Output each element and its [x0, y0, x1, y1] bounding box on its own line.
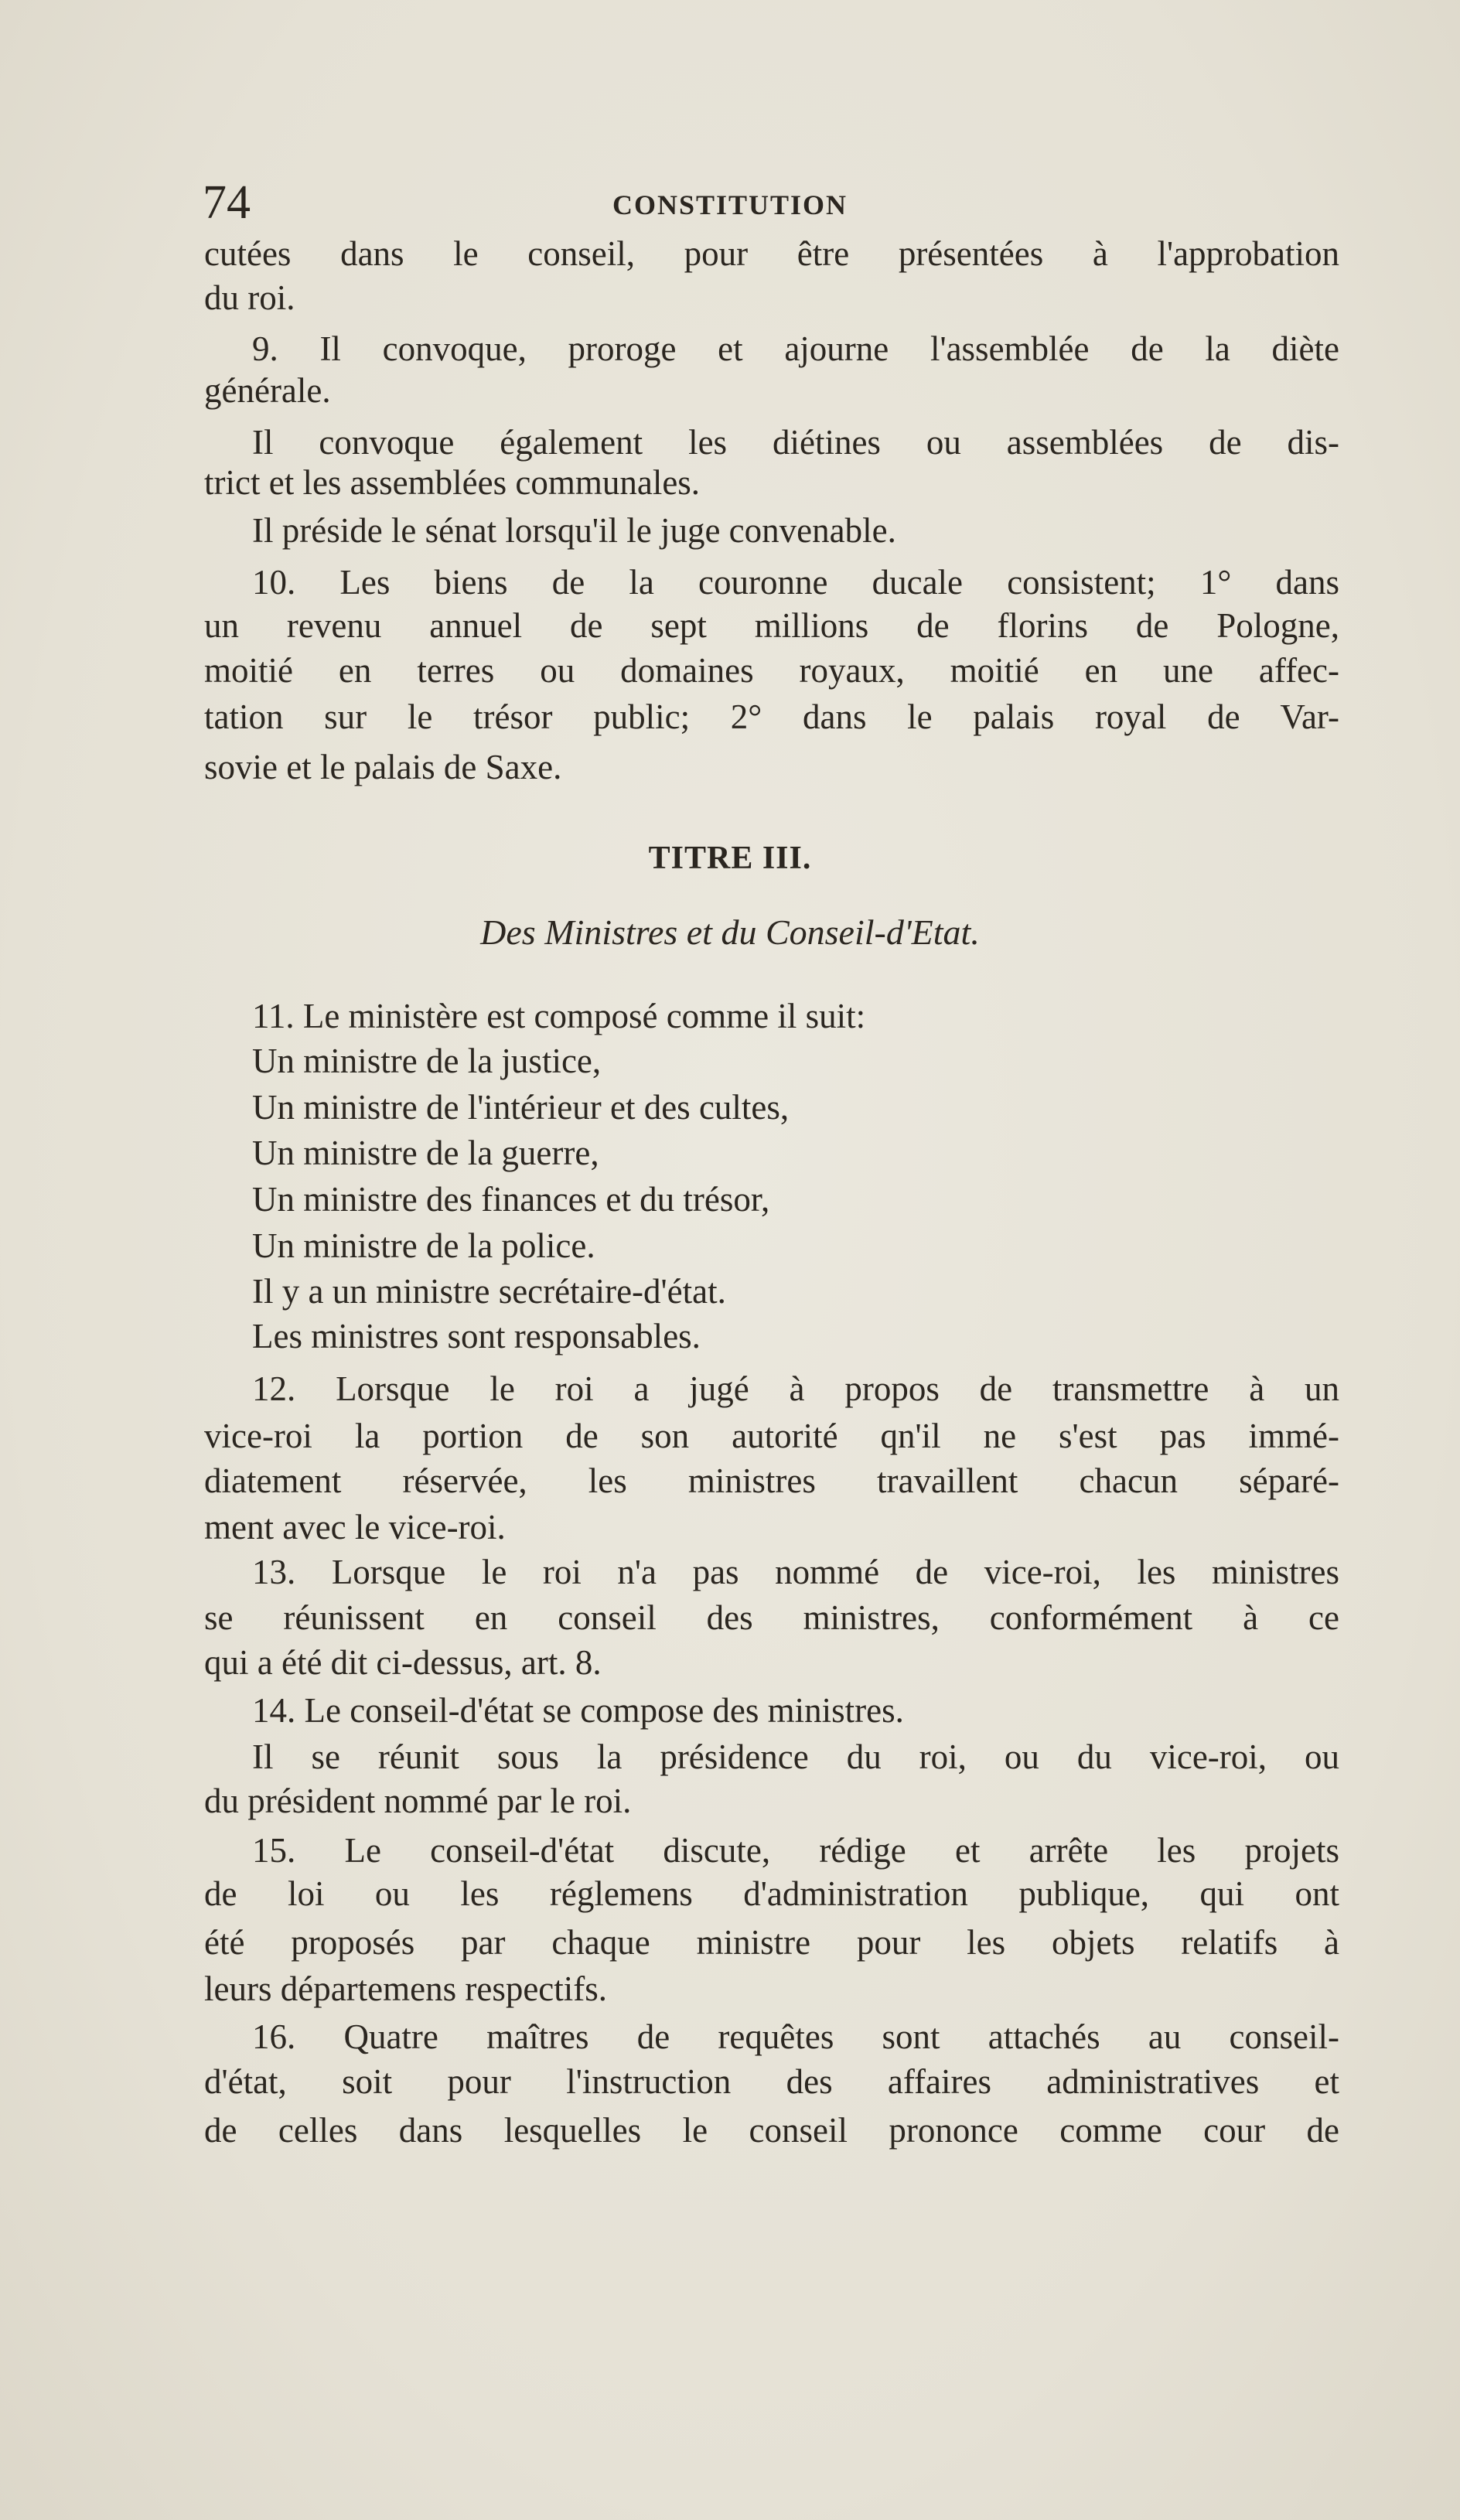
text-line: Il préside le sénat lorsqu'il le juge convenable. [252, 511, 896, 550]
text-line: vice-roi la portion de son autorité qn'il ne s'est pas immé- [204, 1417, 1339, 1455]
text-line: Il se réunit sous la présidence du roi, ou du vice-roi, ou [252, 1737, 1339, 1776]
text-line: de celles dans lesquelles le conseil prononce comme cour de [204, 2111, 1339, 2150]
page-number: 74 [203, 176, 251, 229]
text-line: sovie et le palais de Saxe. [204, 748, 562, 786]
running-title: CONSTITUTION [612, 189, 848, 220]
text-line: Il y a un ministre secrétaire-d'état. [252, 1272, 726, 1311]
text-line: 11. Le ministère est composé comme il suit: [252, 997, 866, 1035]
text-line: Les ministres sont responsables. [252, 1317, 701, 1355]
text-line: générale. [204, 371, 331, 410]
text-line: 16. Quatre maîtres de requêtes sont attachés au conseil- [252, 2017, 1339, 2056]
text-line: leurs départemens respectifs. [204, 1969, 608, 2008]
text-line: Un ministre de l'intérieur et des cultes, [252, 1088, 790, 1127]
text-line: se réunissent en conseil des ministres, conformément à ce [204, 1598, 1339, 1637]
text-line: qui a été dit ci-dessus, art. 8. [204, 1643, 602, 1682]
text-line: diatement réservée, les ministres travaillent chacun séparé- [204, 1461, 1339, 1500]
text-line: du roi. [204, 278, 295, 317]
text-line: Un ministre de la guerre, [252, 1134, 599, 1172]
text-line: 13. Lorsque le roi n'a pas nommé de vice-roi, les ministres [252, 1553, 1339, 1591]
text-line: 12. Lorsque le roi a jugé à propos de transmettre à un [252, 1369, 1339, 1408]
text-line: Un ministre de la justice, [252, 1042, 602, 1080]
text-line: trict et les assemblées communales. [204, 463, 701, 502]
text-line: de loi ou les réglemens d'administration publique, qui ont [204, 1874, 1339, 1913]
text-line: d'état, soit pour l'instruction des affaires administratives et [204, 2062, 1339, 2101]
section-title: TITRE III. [648, 841, 812, 876]
text-line: 10. Les biens de la couronne ducale consistent; 1° dans [252, 563, 1339, 602]
text-line: ment avec le vice-roi. [204, 1508, 506, 1546]
text-line: 9. Il convoque, proroge et ajourne l'assemblée de la diète [252, 329, 1339, 368]
text-line: du président nommé par le roi. [204, 1782, 632, 1820]
text-line: Il convoque également les diétines ou assemblées de dis- [252, 423, 1339, 462]
text-line: été proposés par chaque ministre pour les objets relatifs à [204, 1923, 1339, 1962]
text-line: 15. Le conseil-d'état discute, rédige et arrête les projets [252, 1831, 1339, 1870]
text-line: cutées dans le conseil, pour être présentées à l'approbation [204, 234, 1339, 273]
text-line: tation sur le trésor public; 2° dans le palais royal de Var- [204, 697, 1339, 736]
text-line: Un ministre de la police. [252, 1226, 595, 1265]
text-line: moitié en terres ou domaines royaux, moitié en une affec- [204, 651, 1339, 690]
text-line: un revenu annuel de sept millions de florins de Pologne, [204, 606, 1339, 645]
section-subtitle: Des Ministres et du Conseil-d'Etat. [480, 912, 980, 952]
text-line: Un ministre des finances et du trésor, [252, 1180, 770, 1219]
text-line: 14. Le conseil-d'état se compose des ministres. [252, 1691, 904, 1730]
